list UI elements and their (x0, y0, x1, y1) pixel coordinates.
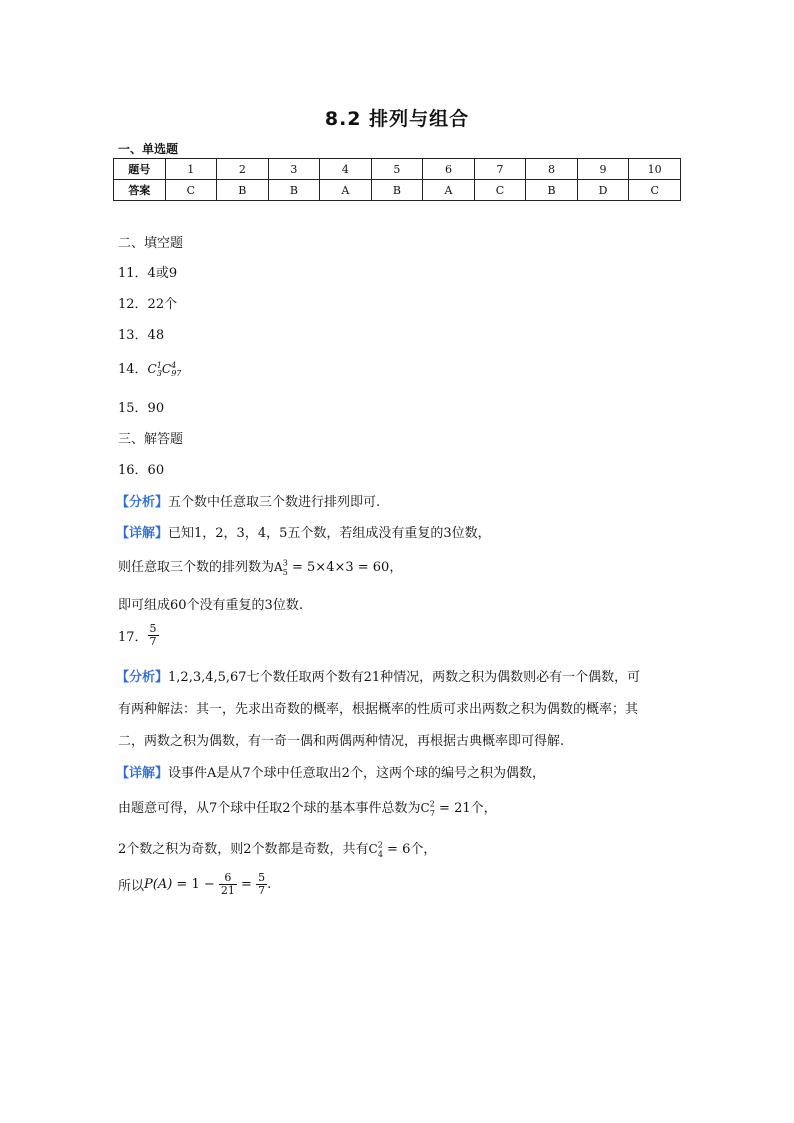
q17-label: 17． (118, 630, 148, 645)
combination-symbol: C (368, 842, 378, 856)
table-cell: 3 (268, 159, 320, 180)
q16-analysis (116, 491, 380, 510)
table-cell: D (577, 180, 629, 201)
permutation-symbol: A (274, 560, 283, 574)
subscript: 97 (171, 369, 182, 379)
table-row-numbers (114, 159, 681, 180)
table-cell: 6 (423, 159, 475, 180)
q17-analysis-line-3: 二，两数之积为偶数，有一奇一偶和两偶两种情况，再根据古典概率即可得解. (118, 734, 565, 749)
numerator: 5 (258, 871, 266, 884)
table-cell: C (474, 180, 526, 201)
detail-text: 设事件A是从7个球中任意取出2个，这两个球的编号之积为偶数， (168, 766, 545, 781)
detail-text: = 5×4×3 = 60， (287, 560, 403, 575)
analysis-tag: 【分析】 (116, 670, 169, 685)
combination-symbol: C (147, 362, 157, 376)
section-heading-solution: 三、解答题 (118, 432, 184, 447)
fraction (219, 872, 237, 897)
detail-tag: 【详解】 (116, 526, 169, 541)
answer-q11: 11．4或9 (118, 266, 178, 281)
fraction (148, 623, 159, 648)
combination-symbol: C (420, 801, 430, 815)
section-heading-fill-blank: 二、填空题 (118, 236, 184, 251)
detail-text: 则任意取三个数的排列数为 (118, 560, 275, 575)
table-cell: B (526, 180, 578, 201)
superscript: 3 (282, 558, 288, 568)
table-cell: A (423, 180, 475, 201)
detail-text: 所以 (118, 879, 145, 894)
denominator: 7 (258, 884, 266, 897)
analysis-tag: 【分析】 (116, 495, 169, 510)
table-cell: B (268, 180, 320, 201)
q17-detail-line-3 (118, 838, 436, 859)
detail-text: . (267, 877, 272, 892)
page-title: 8.2 排列与组合 (324, 108, 470, 130)
superscript: 1 (156, 361, 162, 370)
detail-tag: 【详解】 (116, 766, 169, 781)
table-cell: A (320, 180, 372, 201)
superscript: 4 (171, 361, 177, 370)
analysis-text: 五个数中任意取三个数进行排列即可. (168, 495, 381, 510)
detail-text: = (236, 877, 257, 892)
table-cell: 1 (165, 159, 217, 180)
combination-symbol: C (161, 362, 172, 376)
table-cell: 4 (320, 159, 372, 180)
q17-detail-line-2 (118, 797, 497, 818)
q16-detail-line-3: 即可组成60个没有重复的3位数. (118, 598, 303, 613)
probability-expression: P(A) (144, 877, 173, 892)
detail-text: 已知1，2，3，4，5五个数，若组成没有重复的3位数， (168, 526, 491, 541)
subscript: 7 (429, 808, 435, 818)
table-cell: B (217, 180, 269, 201)
table-header-cell: 答案 (114, 180, 166, 201)
q16-detail-line-2 (118, 556, 402, 577)
answer-q14 (118, 358, 181, 378)
numerator: 5 (149, 622, 157, 635)
section-heading-single-choice: 一、单选题 (118, 142, 179, 156)
superscript: 2 (377, 840, 383, 850)
table-cell: 7 (474, 159, 526, 180)
subscript: 5 (282, 567, 288, 577)
q17-detail-line-4 (118, 872, 271, 897)
table-row-answers (114, 180, 681, 201)
subscript: 4 (377, 849, 383, 859)
numerator: 6 (219, 872, 237, 885)
q17-analysis-line-1 (116, 666, 640, 685)
table-cell: 5 (371, 159, 423, 180)
table-header-cell: 题号 (114, 159, 166, 180)
detail-text: = 21个， (434, 801, 497, 816)
denominator: 7 (149, 635, 157, 648)
answer-q17 (118, 623, 159, 648)
q16-detail-line-1 (116, 522, 491, 541)
q14-label: 14． (118, 362, 148, 377)
table-cell: B (371, 180, 423, 201)
denominator: 21 (220, 884, 235, 897)
table-cell: 10 (629, 159, 681, 180)
table-cell: C (629, 180, 681, 201)
answer-q12: 12．22个 (118, 297, 178, 312)
fraction (256, 872, 267, 897)
table-cell: 9 (577, 159, 629, 180)
detail-text: 2个数之积为奇数，则2个数都是奇数，共有 (118, 842, 369, 857)
table-cell: 8 (526, 159, 578, 180)
detail-text: = 1 − (172, 877, 219, 892)
subscript: 3 (156, 369, 162, 379)
q17-detail-line-1 (116, 762, 545, 781)
superscript: 2 (429, 799, 435, 809)
answer-q15: 15．90 (118, 401, 165, 416)
q14-formula (147, 361, 182, 379)
table-cell: 2 (217, 159, 269, 180)
table-cell: C (165, 180, 217, 201)
answer-q16: 16．60 (118, 463, 165, 478)
detail-text: 由题意可得，从7个球中任取2个球的基本事件总数为 (118, 801, 421, 816)
answer-table (113, 158, 681, 201)
answer-q13: 13．48 (118, 328, 165, 343)
analysis-text: 1,2,3,4,5,67七个数任取两个数有21种情况，两数之积为偶数则必有一个偶数，可 (168, 670, 641, 685)
detail-text: = 6个， (382, 842, 437, 857)
q17-analysis-line-2: 有两种解法：其一，先求出奇数的概率，根据概率的性质可求出两数之积为偶数的概率；其 (118, 702, 639, 717)
